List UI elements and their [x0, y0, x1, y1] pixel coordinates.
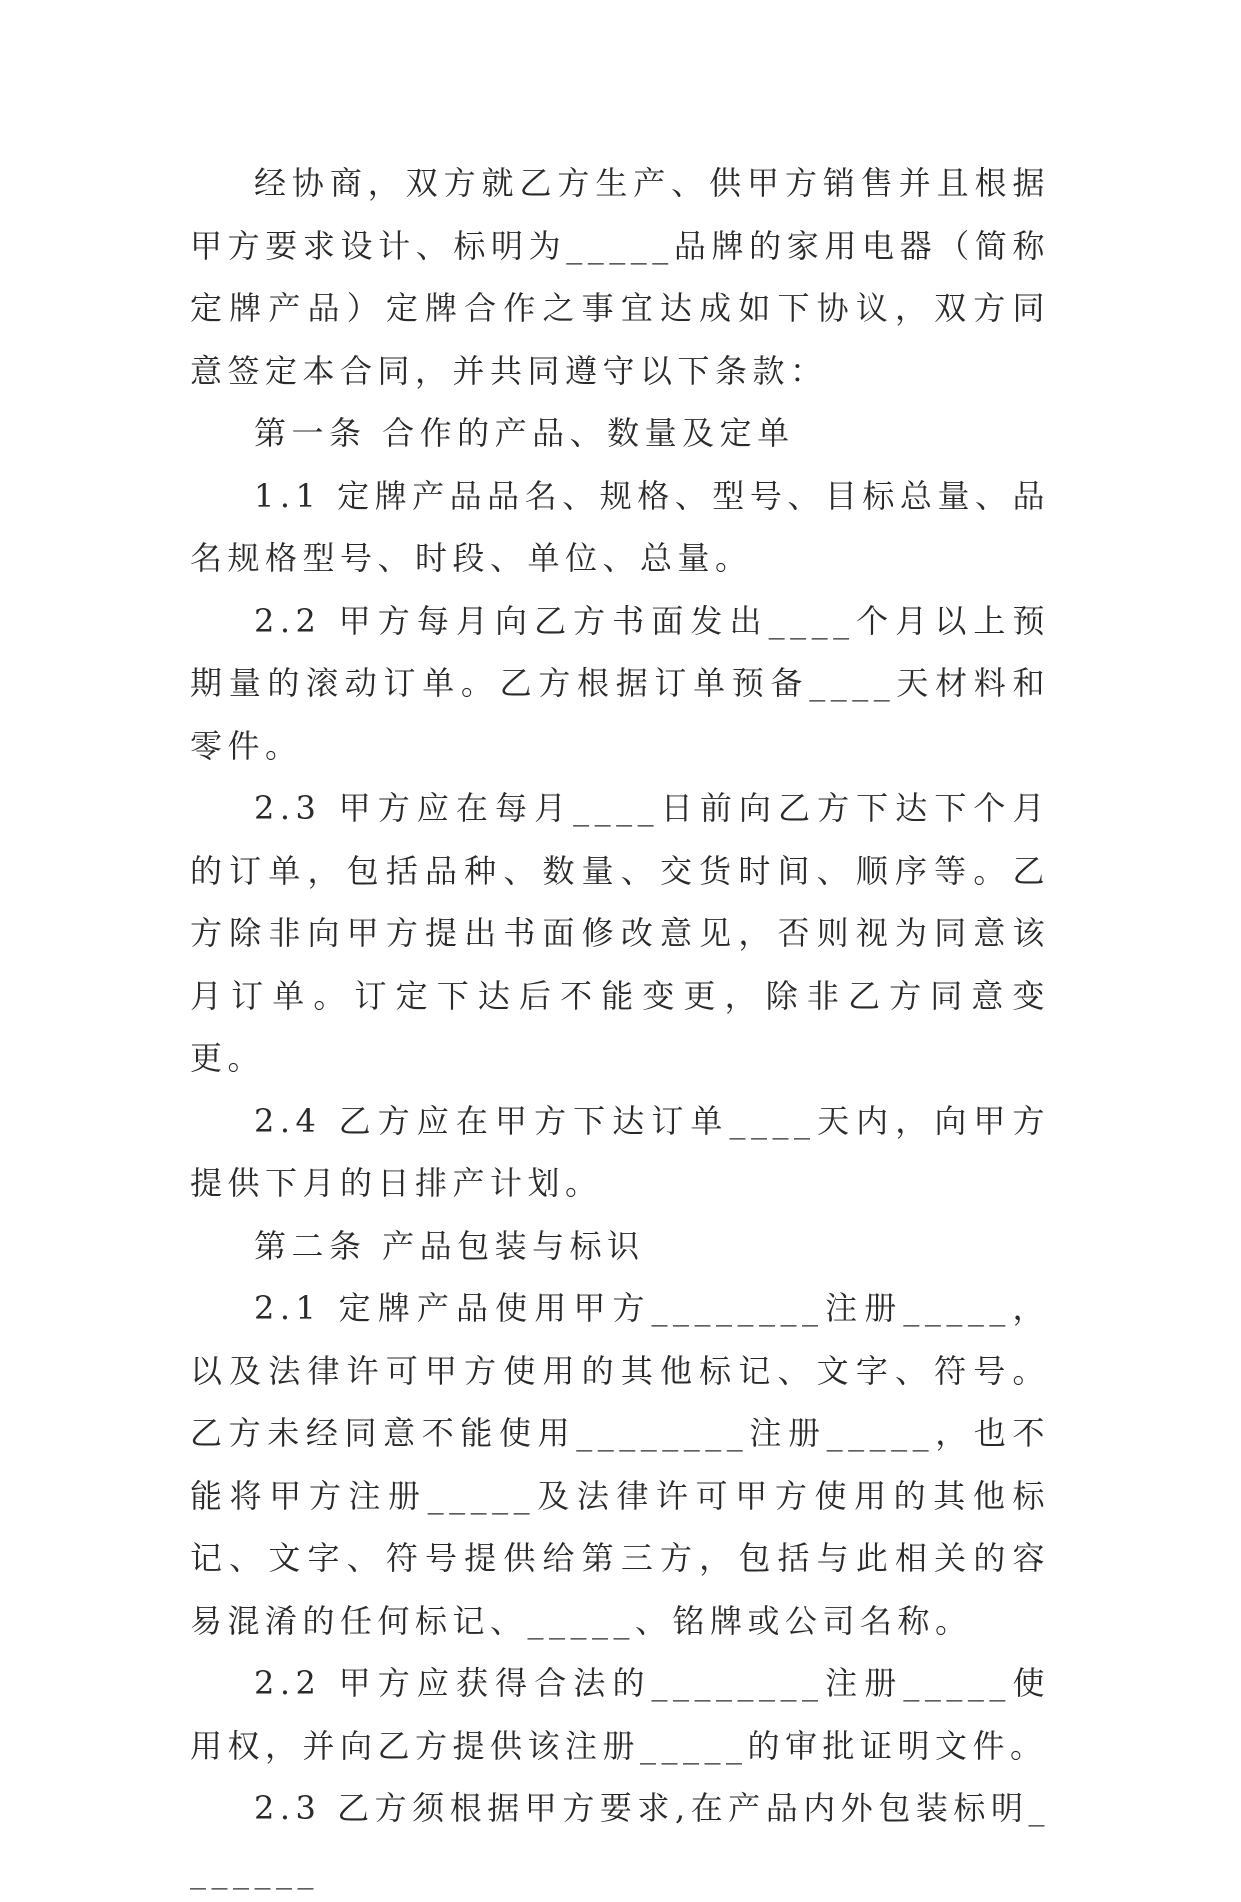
- clause-1-1: 1.1 定牌产品品名、规格、型号、目标总量、品名规格型号、时段、单位、总量。: [190, 476, 1050, 577]
- clause-2-1-trademark: 2.1 定牌产品使用甲方________注册_____，以及法律许可甲方使用的其他标记、文字、符号。乙方未经同意不能使用________注册_____，也不能将甲方注册_____及法律许可甲方使用的其他标记、文字、符号提供给第三方，包括与此相关的容易混淆的任何标记、_____、铭牌或公司名称。: [190, 1289, 1050, 1640]
- intro-paragraph: 经协商，双方就乙方生产、供甲方销售并且根据甲方要求设计、标明为_____品牌的家用电器（简称定牌产品）定牌合作之事宜达成如下协议，双方同意签定本合同，并共同遵守以下条款：: [190, 164, 1050, 390]
- clause-2-3-packaging: 2.3 乙方须根据甲方要求,在产品内外包装标明_______: [190, 1789, 1050, 1890]
- clause-2-3-orders: 2.3 甲方应在每月____日前向乙方下达下个月的订单，包括品种、数量、交货时间、顺序等。乙方除非向甲方提出书面修改意见，否则视为同意该月订单。订定下达后不能变更，除非乙方同意变更。: [190, 789, 1050, 1077]
- article-2-heading: 第二条 产品包装与标识: [254, 1226, 645, 1265]
- clause-2-4-schedule: 2.4 乙方应在甲方下达订单____天内，向甲方提供下月的日排产计划。: [190, 1101, 1050, 1202]
- contract-body: [190, 152, 1050, 1902]
- article-1-heading: 第一条 合作的产品、数量及定单: [254, 414, 795, 452]
- clause-2-2-trademark-rights: 2.2 甲方应获得合法的________注册_____使用权，并向乙方提供该注册_____的审批证明文件。: [190, 1664, 1050, 1765]
- clause-2-2-orders: 2.2 甲方每月向乙方书面发出____个月以上预期量的滚动订单。乙方根据订单预备____天材料和零件。: [190, 601, 1050, 765]
